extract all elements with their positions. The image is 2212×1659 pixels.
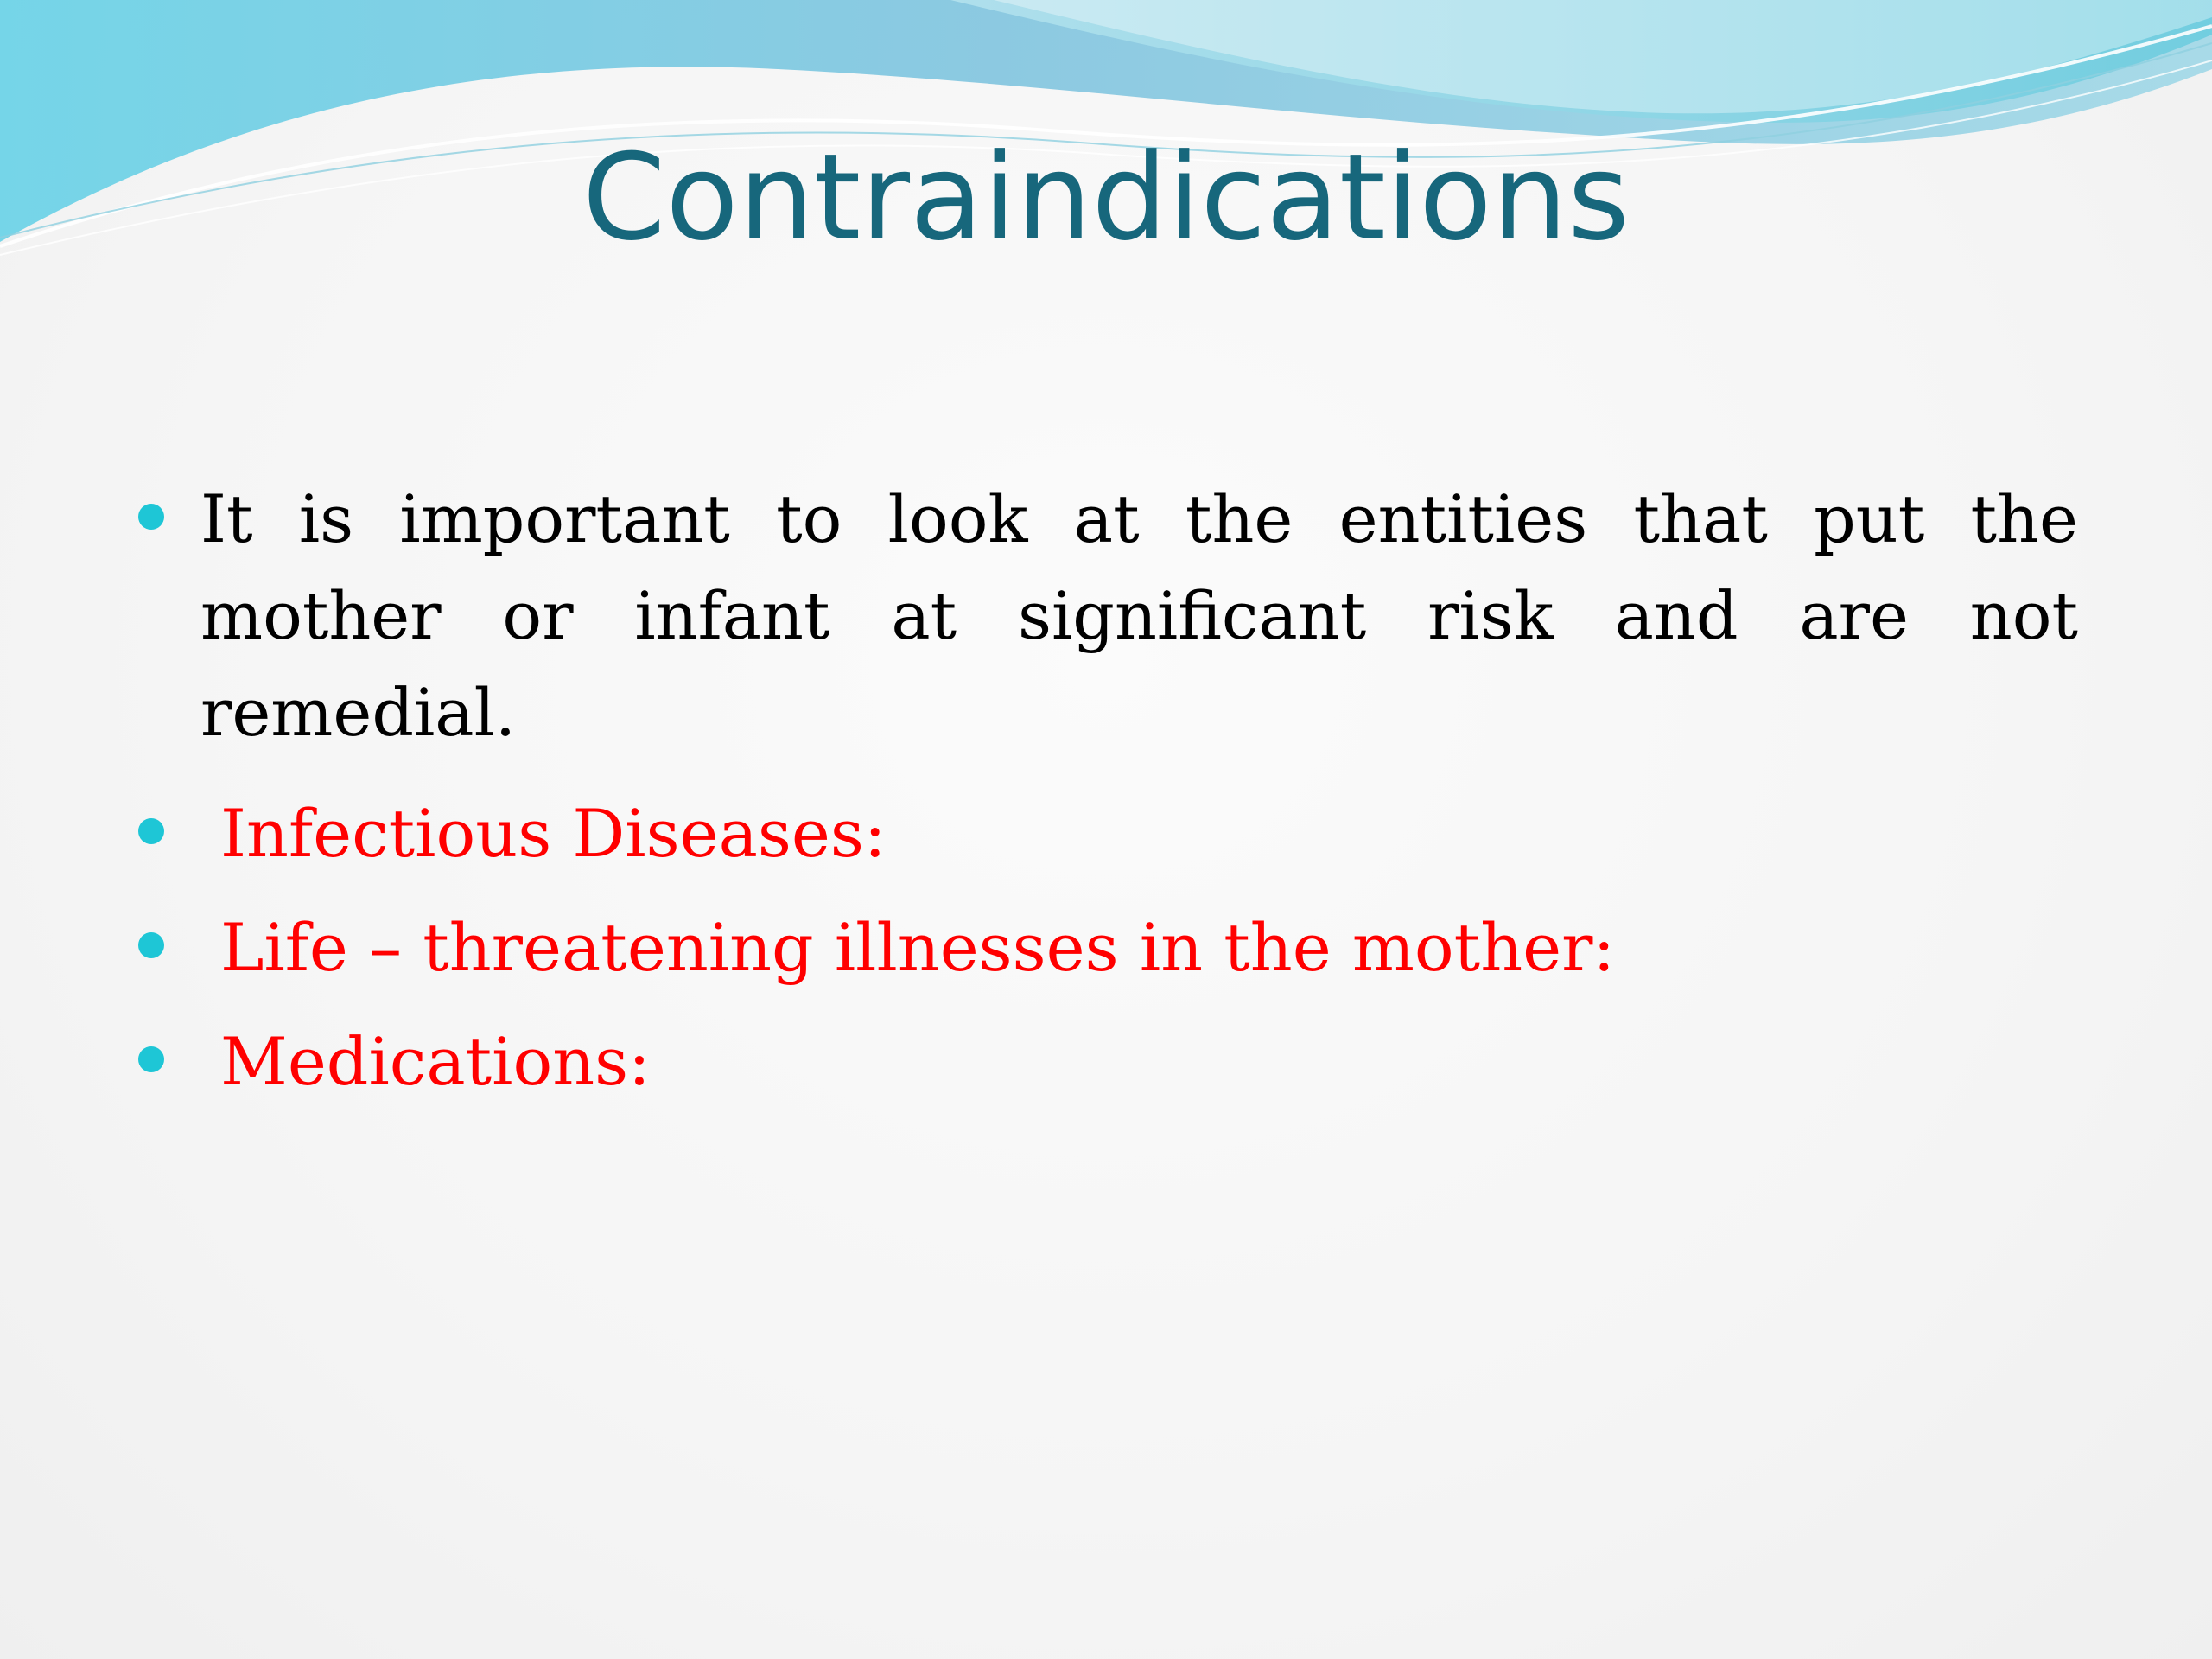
bullet-text: Medications:	[220, 1023, 651, 1100]
bullet-item-intro	[138, 471, 2078, 761]
bullet-item-infectious-diseases	[138, 785, 2078, 882]
bullet-dot-icon	[138, 932, 164, 958]
bullet-dot-icon	[138, 818, 164, 844]
bullet-dot-icon	[138, 1046, 164, 1072]
bullet-list	[138, 471, 2078, 1128]
bullet-item-medications	[138, 1014, 2078, 1110]
bullet-item-life-threatening-illnesses	[138, 899, 2078, 996]
bullet-text: It is important to look at the entities that put the mother or infant at significant risk and are not remedial.	[200, 480, 2078, 751]
bullet-dot-icon	[138, 504, 164, 530]
bullet-text: Life – threatening illnesses in the mother:	[220, 909, 1616, 986]
slide-title: Contraindications	[582, 128, 1630, 267]
bullet-text: Infectious Diseases:	[220, 795, 887, 872]
